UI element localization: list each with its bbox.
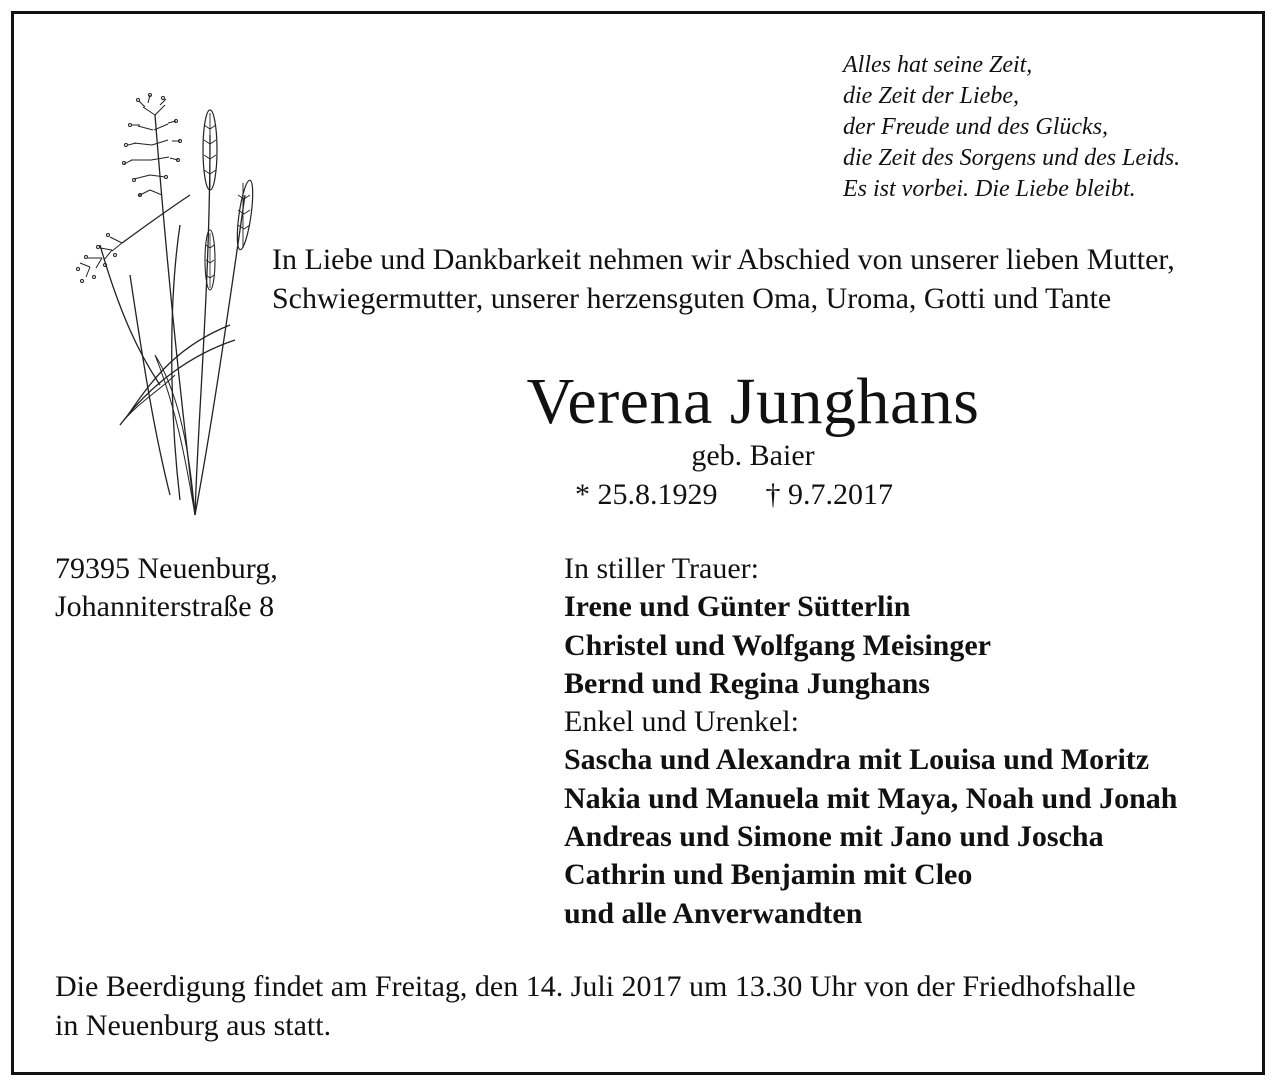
poem-line: Es ist vorbei. Die Liebe bleibt. [843, 176, 1136, 202]
grandchild-family: Sascha und Alexandra mit Louisa und Moritz [564, 743, 1150, 777]
mourners-heading: In stiller Trauer: [564, 552, 759, 585]
relatives-line: und alle Anverwandten [564, 896, 863, 930]
address [55, 550, 278, 626]
grandchild-family: Andreas und Simone mit Jano und Joscha [564, 820, 1104, 854]
poem-line: die Zeit des Sorgens und des Leids. [843, 145, 1181, 171]
life-dates [575, 476, 893, 514]
poem-line: die Zeit der Liebe, [843, 83, 1019, 109]
grandchild-family: Cathrin und Benjamin mit Cleo [564, 858, 973, 892]
address-line: Johanniterstraße 8 [55, 590, 275, 623]
deceased-name: Verena Junghans [526, 365, 980, 438]
funeral-line: Die Beerdigung findet am Freitag, den 14. Juli 2017 um 13.30 Uhr von der Friedhofshalle [55, 970, 1136, 1003]
grandchild-family: Nakia und Manuela mit Maya, Noah und Jonah [564, 781, 1178, 815]
intro-line: Schwiegermutter, unserer herzensguten Oma, Uroma, Gotti und Tante [272, 282, 1112, 315]
address-line: 79395 Neuenburg, [55, 552, 278, 585]
birth-name: geb. Baier [691, 439, 815, 472]
funeral-line: in Neuenburg aus statt. [55, 1009, 332, 1042]
poem-line: der Freude und des Glücks, [843, 114, 1109, 140]
death-date: † 9.7.2017 [765, 478, 893, 511]
grandchildren-heading: Enkel und Urenkel: [564, 705, 799, 739]
poem [843, 50, 1180, 205]
mourner-family: Bernd und Regina Junghans [564, 666, 930, 700]
intro-line: In Liebe und Dankbarkeit nehmen wir Abschied von unserer lieben Mutter, [272, 243, 1175, 276]
poem-line: Alles hat seine Zeit, [843, 52, 1033, 78]
mourners-list [564, 550, 1177, 933]
funeral-info [55, 967, 1136, 1045]
mourner-family: Christel und Wolfgang Meisinger [564, 628, 991, 662]
mourner-family: Irene und Günter Sütterlin [564, 590, 911, 624]
farewell-intro [272, 240, 1175, 318]
birth-date: * 25.8.1929 [575, 478, 718, 511]
